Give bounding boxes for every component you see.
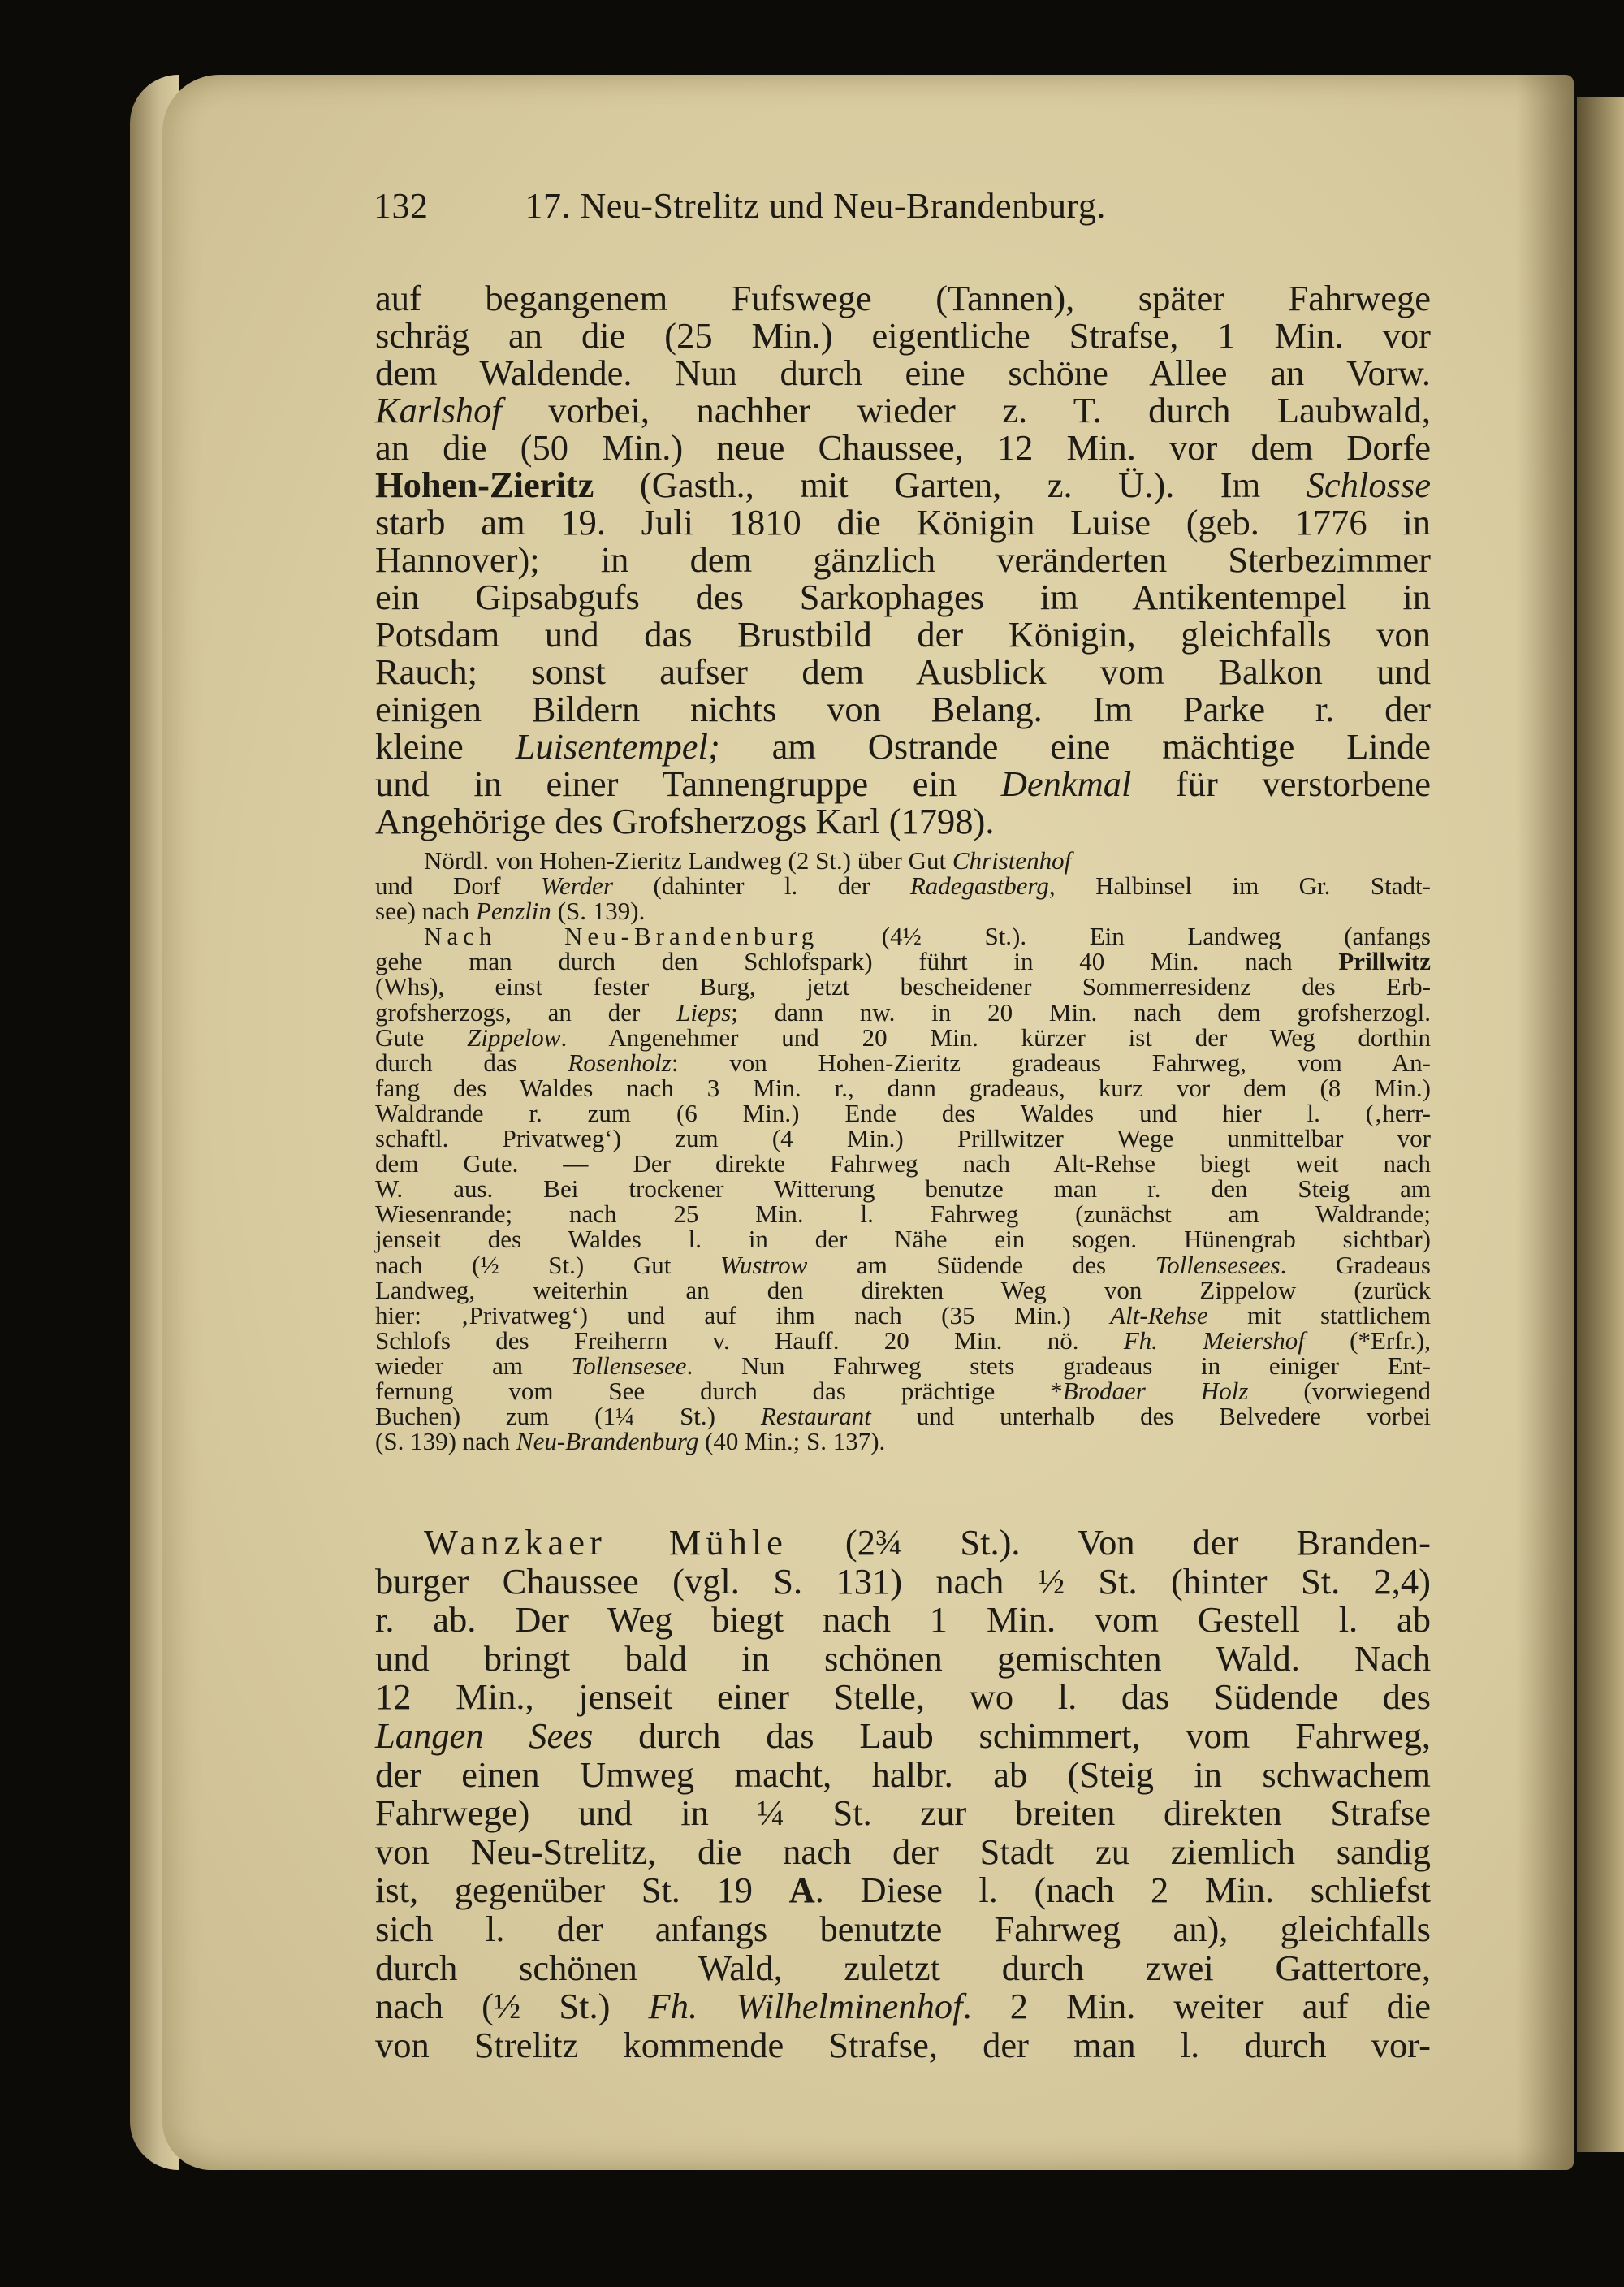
place-name: Christenhof (952, 846, 1072, 875)
text-line: an die (50 Min.) neue Chaussee, 12 Min. vor dem Dorfe (375, 427, 1431, 468)
spaced-heading: Nach Neu-Brandenburg (424, 922, 819, 951)
text-run: hier: ‚Privatweg‘) und auf ihm nach (35 Min.) (375, 1300, 1111, 1329)
text-line: und bringt bald in schönen gemischten Wald. Nach (375, 1637, 1431, 1679)
text-line: der einen Umweg macht, halbr. ab (Steig in schwachem (375, 1753, 1431, 1795)
text-line: einigen Bildern nichts von Belang. Im Parke r. der (375, 689, 1431, 729)
text-line: Fahrwege) und in ¼ St. zur breiten direkten Strafse (375, 1792, 1431, 1834)
chapter-title: 17. Neu-Strelitz und Neu-Brandenburg. (525, 186, 1106, 226)
text-run: vorbei, nachher wieder z. T. durch Laubwald, (501, 390, 1431, 430)
place-name: Karlshof (375, 390, 502, 430)
place-name: Lieps (676, 997, 732, 1027)
text-line (375, 1022, 1431, 1052)
place-name: Neu-Brandenburg (516, 1427, 699, 1456)
place-name: Alt-Rehse (1110, 1300, 1208, 1329)
text-line: ein Gipsabgufs des Sarkophages im Antikentempel in (375, 577, 1431, 617)
text-run: see) nach (375, 897, 476, 926)
text-line: r. ab. Der Weg biegt nach 1 Min. vom Gestell l. ab (375, 1599, 1431, 1641)
text-line (375, 897, 1431, 926)
text-run: mit stattlichem (1207, 1300, 1432, 1329)
text-line (375, 391, 1431, 429)
text-line: von Neu-Strelitz, die nach der Stadt zu ziemlich sandig (375, 1831, 1431, 1872)
text-run: . Gradeaus (1280, 1250, 1431, 1279)
place-name-bold: Prillwitz (1338, 947, 1431, 976)
text-line: Landweg, weiterhin an den direkten Weg von Zippelow (zurück (375, 1275, 1431, 1304)
text-line: burger Chaussee (vgl. S. 131) nach ½ St. (hinter St. 2,4) (375, 1560, 1431, 1602)
place-name: Langen Sees (375, 1714, 594, 1756)
text-line (375, 1429, 1431, 1454)
place-name-bold: Hohen-Zieritz (375, 465, 594, 505)
text-line: von Strelitz kommende Strafse, der man l. durch vor- (375, 2024, 1431, 2065)
place-name: Tollensesees (1155, 1250, 1281, 1279)
text-run: . Angenehmer und 20 Min. kürzer ist der Weg dorthin (560, 1022, 1431, 1052)
text-line (375, 949, 1431, 974)
text-run: kleine (375, 726, 516, 767)
text-run: und in einer Tannengruppe ein (375, 763, 1001, 804)
text-line (375, 848, 1431, 873)
place-name: Schlosse (1306, 465, 1431, 505)
text-line (375, 1325, 1432, 1355)
page-number: 132 (374, 186, 429, 226)
running-header (374, 185, 1429, 234)
place-name: Fh. Wilhelminenhof (648, 1986, 963, 2027)
text-line (375, 1353, 1431, 1378)
text-line (375, 1300, 1432, 1329)
text-line: Wiesenrande; nach 25 Min. l. Fahrweg (zunächst am Waldrande; (375, 1200, 1431, 1229)
text-line (375, 871, 1431, 901)
text-run: (dahinter l. der (613, 871, 910, 901)
text-run: ist, gegenüber St. 19 (375, 1870, 789, 1911)
place-name: Fh. Meiershof (1123, 1325, 1305, 1355)
place-name: Wustrow (719, 1250, 808, 1279)
text-run: , Halbinsel im Gr. Stadt- (1048, 871, 1431, 901)
facing-page-edge (1577, 97, 1624, 2152)
text-run: (2¾ St.). Von der Branden- (787, 1522, 1431, 1563)
text-line: Waldrande r. zum (6 Min.) Ende des Waldes und hier l. (‚herr- (375, 1098, 1431, 1127)
main-paragraph (375, 279, 1431, 840)
text-run: (S. 139) nach (375, 1427, 516, 1456)
text-line: dem Waldende. Nun durch eine schöne Allee an Vorw. (375, 352, 1431, 393)
text-run: Gute (375, 1022, 468, 1052)
place-name: Penzlin (475, 897, 551, 926)
text-run: und unterhalb des Belvedere vorbei (870, 1402, 1431, 1431)
text-line: dem Gute. — Der direkte Fahrweg nach Alt-Rehse biegt weit nach (375, 1149, 1431, 1178)
place-name: Radegastberg (909, 871, 1049, 901)
text-line (375, 765, 1431, 802)
text-run: am Ostrande eine mächtige Linde (719, 726, 1432, 767)
place-name: Rosenholz (568, 1048, 672, 1077)
text-run: (4½ St.). Ein Landweg (anfangs (818, 922, 1431, 951)
text-run: Buchen) zum (1¼ St.) (375, 1402, 761, 1431)
text-line (375, 1403, 1431, 1429)
text-run: für verstorbene (1131, 763, 1431, 804)
small-print-notes (375, 848, 1431, 1454)
text-line: Potsdam und das Brustbild der Königin, gleichfalls von (375, 614, 1431, 655)
text-line (375, 466, 1431, 504)
text-line: W. aus. Bei trockener Witterung benutze man r. den Steig am (375, 1174, 1431, 1204)
text-line: schräg an die (25 Min.) eigentliche Strafse, 1 Min. vor (375, 315, 1431, 356)
text-line: 12 Min., jenseit einer Stelle, wo l. das Südende des (375, 1676, 1431, 1718)
second-paragraph (375, 1524, 1431, 2064)
place-name: Werder (541, 871, 614, 901)
text-line: Hannover); in dem gänzlich veränderten Sterbezimmer (375, 539, 1431, 580)
text-run: wieder am (375, 1351, 572, 1380)
text-run: . Diese l. (nach 2 Min. schliefst (814, 1870, 1431, 1911)
text-line (375, 1252, 1431, 1278)
text-run: nach (½ St.) Gut (375, 1250, 720, 1279)
text-line: starb am 19. Juli 1810 die Königin Luise (geb. 1776 in (375, 502, 1431, 543)
text-line (375, 1871, 1431, 1910)
text-line (375, 728, 1431, 765)
text-line: Rauch; sonst aufser dem Ausblick vom Balkon und (375, 651, 1431, 692)
text-run: und Dorf (375, 871, 542, 901)
text-line (375, 1378, 1431, 1403)
text-line: fang des Waldes nach 3 Min. r., dann gradeaus, kurz vor dem (8 Min.) (375, 1073, 1431, 1102)
text-run: durch das (375, 1048, 568, 1077)
place-name: Tollensesee (571, 1351, 687, 1380)
text-line (375, 1050, 1431, 1075)
map-reference: A (788, 1870, 815, 1911)
text-run: am Südende des (807, 1250, 1155, 1279)
text-line: (Whs), einst fester Burg, jetzt bescheidener Sommerresidenz des Erb- (375, 972, 1431, 1001)
text-run: (40 Min.; S. 137). (698, 1427, 886, 1456)
text-run: : von Hohen-Zieritz gradeaus Fahrweg, vom An- (671, 1048, 1432, 1077)
text-line (375, 1714, 1431, 1756)
text-run: Nördl. von Hohen-Zieritz Landweg (2 St.) über Gut (424, 846, 952, 875)
text-run: (Gasth., mit Garten, z. Ü.). Im (594, 465, 1307, 505)
text-run: durch das Laub schimmert, vom Fahrweg, (593, 1714, 1431, 1756)
text-line: schaftl. Privatweg‘) zum (4 Min.) Prillwitzer Wege unmittelbar vor (375, 1124, 1431, 1153)
text-line: durch schönen Wald, zuletzt durch zwei Gattertore, (375, 1947, 1431, 1988)
text-line (375, 1987, 1431, 2026)
text-line: auf begangenem Fufswege (Tannen), später Fahrwege (375, 278, 1431, 318)
text-line: jenseit des Waldes l. in der Nähe ein sogen. Hünengrab sichtbar) (375, 1225, 1431, 1254)
text-line (375, 923, 1431, 949)
page-gutter (1517, 75, 1574, 2170)
text-run: . Nun Fahrweg stets gradeaus in einiger Ent- (686, 1351, 1431, 1380)
text-run: (*Erfr.), (1304, 1325, 1432, 1355)
text-run: ; dann nw. in 20 Min. nach dem grofsherzogl. (731, 997, 1432, 1027)
text-run: fernung vom See durch das prächtige * (375, 1376, 1063, 1405)
place-name: Zippelow (467, 1022, 561, 1052)
place-name: Brodaer Holz (1062, 1376, 1249, 1405)
text-line (375, 997, 1432, 1027)
place-name: Luisentempel; (515, 726, 720, 767)
text-run: . 2 Min. weiter auf die (962, 1986, 1431, 2027)
spaced-heading: Wanzkaer Mühle (424, 1522, 788, 1563)
text-run: nach (½ St.) (375, 1986, 649, 2027)
text-line: Angehörige des Grofsherzogs Karl (1798). (375, 801, 995, 841)
text-run: gehe man durch den Schlofspark) führt in 40 Min. nach (375, 947, 1339, 976)
text-run: Schlofs des Freiherrn v. Hauff. 20 Min. nö. (375, 1325, 1124, 1355)
place-name: Restaurant (760, 1402, 871, 1431)
text-run: (vorwiegend (1248, 1376, 1431, 1405)
text-line: sich l. der anfangs benutzte Fahrweg an), gleichfalls (375, 1908, 1431, 1949)
text-run: (S. 139). (551, 897, 646, 926)
place-name: Denkmal (1000, 763, 1132, 804)
text-run: grofsherzogs, an der (375, 997, 677, 1027)
text-line (375, 1524, 1431, 1563)
